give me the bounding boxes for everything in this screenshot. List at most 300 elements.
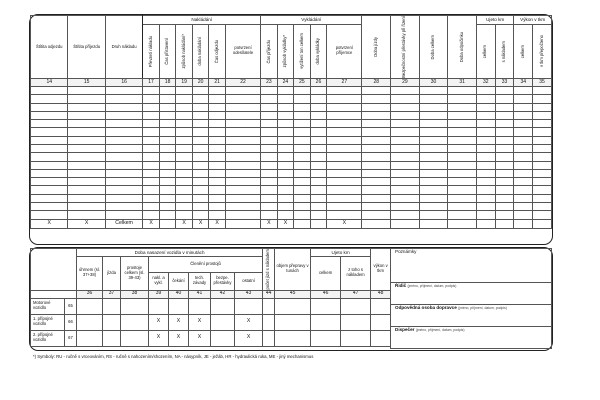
- entry-cell[interactable]: [327, 169, 362, 177]
- entry-cell[interactable]: [476, 211, 495, 219]
- entry-cell[interactable]: [419, 178, 448, 186]
- entry-cell[interactable]: [225, 86, 260, 94]
- entry-cell[interactable]: [31, 194, 68, 202]
- entry-cell[interactable]: [159, 86, 176, 94]
- vehicle-cell[interactable]: [371, 314, 391, 330]
- entry-cell[interactable]: [225, 136, 260, 144]
- entry-cell[interactable]: [225, 178, 260, 186]
- entry-cell[interactable]: [362, 203, 391, 211]
- total-cell[interactable]: [419, 219, 448, 228]
- vehicle-cell[interactable]: [103, 330, 121, 346]
- entry-cell[interactable]: [159, 145, 176, 153]
- entry-cell[interactable]: [310, 211, 327, 219]
- entry-cell[interactable]: [310, 103, 327, 111]
- entry-cell[interactable]: [495, 203, 514, 211]
- entry-cell[interactable]: [310, 194, 327, 202]
- entry-cell[interactable]: [209, 153, 226, 161]
- entry-cell[interactable]: [533, 203, 552, 211]
- entry-cell[interactable]: [159, 103, 176, 111]
- entry-cell[interactable]: [143, 86, 160, 94]
- total-cell[interactable]: [362, 219, 391, 228]
- entry-cell[interactable]: [31, 203, 68, 211]
- entry-cell[interactable]: [362, 128, 391, 136]
- entry-cell[interactable]: [495, 128, 514, 136]
- entry-cell[interactable]: [495, 145, 514, 153]
- entry-cell[interactable]: [476, 136, 495, 144]
- vehicle-cell[interactable]: [77, 314, 103, 330]
- entry-cell[interactable]: [176, 153, 193, 161]
- entry-cell[interactable]: [310, 120, 327, 128]
- entry-cell[interactable]: [192, 161, 209, 169]
- vehicle-cell[interactable]: [235, 298, 263, 314]
- entry-cell[interactable]: [176, 103, 193, 111]
- entry-cell[interactable]: [192, 186, 209, 194]
- entry-cell[interactable]: [476, 186, 495, 194]
- entry-cell[interactable]: [143, 203, 160, 211]
- entry-cell[interactable]: [533, 103, 552, 111]
- entry-cell[interactable]: [105, 194, 142, 202]
- entry-cell[interactable]: [261, 178, 278, 186]
- entry-cell[interactable]: [176, 203, 193, 211]
- entry-cell[interactable]: [476, 153, 495, 161]
- entry-cell[interactable]: [391, 86, 420, 94]
- entry-cell[interactable]: [105, 169, 142, 177]
- entry-cell[interactable]: [514, 194, 533, 202]
- entry-cell[interactable]: [391, 203, 420, 211]
- entry-cell[interactable]: [176, 186, 193, 194]
- entry-cell[interactable]: [277, 103, 294, 111]
- vehicle-cell[interactable]: [121, 298, 149, 314]
- entry-cell[interactable]: [225, 145, 260, 153]
- entry-cell[interactable]: [362, 145, 391, 153]
- entry-cell[interactable]: [68, 120, 105, 128]
- entry-cell[interactable]: [448, 153, 477, 161]
- entry-cell[interactable]: [159, 95, 176, 103]
- entry-cell[interactable]: [533, 120, 552, 128]
- vehicle-cell[interactable]: [311, 314, 341, 330]
- vehicle-cell[interactable]: [263, 314, 275, 330]
- entry-cell[interactable]: [105, 103, 142, 111]
- entry-cell[interactable]: [31, 153, 68, 161]
- entry-cell[interactable]: [294, 145, 311, 153]
- entry-cell[interactable]: [68, 161, 105, 169]
- entry-cell[interactable]: [159, 194, 176, 202]
- entry-cell[interactable]: [176, 86, 193, 94]
- entry-cell[interactable]: [277, 211, 294, 219]
- entry-cell[interactable]: [105, 153, 142, 161]
- entry-cell[interactable]: [391, 186, 420, 194]
- entry-cell[interactable]: [514, 120, 533, 128]
- entry-cell[interactable]: [294, 103, 311, 111]
- entry-cell[interactable]: [448, 169, 477, 177]
- entry-cell[interactable]: [327, 161, 362, 169]
- entry-cell[interactable]: [277, 136, 294, 144]
- entry-cell[interactable]: [277, 86, 294, 94]
- entry-cell[interactable]: [448, 186, 477, 194]
- entry-cell[interactable]: [159, 111, 176, 119]
- entry-cell[interactable]: [176, 111, 193, 119]
- entry-cell[interactable]: [209, 161, 226, 169]
- entry-cell[interactable]: [225, 186, 260, 194]
- entry-cell[interactable]: [419, 169, 448, 177]
- entry-cell[interactable]: [261, 161, 278, 169]
- vehicle-cell[interactable]: [211, 298, 235, 314]
- entry-cell[interactable]: [419, 186, 448, 194]
- entry-cell[interactable]: [448, 194, 477, 202]
- entry-cell[interactable]: [68, 169, 105, 177]
- entry-cell[interactable]: [362, 186, 391, 194]
- entry-cell[interactable]: [362, 103, 391, 111]
- entry-cell[interactable]: [533, 169, 552, 177]
- entry-cell[interactable]: [31, 95, 68, 103]
- entry-cell[interactable]: [391, 194, 420, 202]
- entry-cell[interactable]: [476, 120, 495, 128]
- vehicle-cell[interactable]: [371, 330, 391, 346]
- entry-cell[interactable]: [495, 211, 514, 219]
- entry-cell[interactable]: [327, 111, 362, 119]
- vehicle-cell[interactable]: [149, 298, 169, 314]
- entry-cell[interactable]: [176, 161, 193, 169]
- entry-cell[interactable]: [159, 178, 176, 186]
- entry-cell[interactable]: [192, 145, 209, 153]
- entry-cell[interactable]: [31, 128, 68, 136]
- entry-cell[interactable]: [68, 136, 105, 144]
- entry-cell[interactable]: [68, 111, 105, 119]
- entry-cell[interactable]: [192, 111, 209, 119]
- entry-cell[interactable]: [495, 86, 514, 94]
- entry-cell[interactable]: [476, 194, 495, 202]
- entry-cell[interactable]: [143, 95, 160, 103]
- entry-cell[interactable]: [514, 145, 533, 153]
- entry-cell[interactable]: [225, 161, 260, 169]
- entry-cell[interactable]: [419, 161, 448, 169]
- entry-cell[interactable]: [327, 203, 362, 211]
- entry-cell[interactable]: [225, 120, 260, 128]
- entry-cell[interactable]: [362, 120, 391, 128]
- entry-cell[interactable]: [391, 178, 420, 186]
- entry-cell[interactable]: [495, 120, 514, 128]
- entry-cell[interactable]: [533, 161, 552, 169]
- entry-cell[interactable]: [192, 169, 209, 177]
- entry-cell[interactable]: [68, 194, 105, 202]
- entry-cell[interactable]: [448, 136, 477, 144]
- entry-cell[interactable]: [143, 120, 160, 128]
- vehicle-cell[interactable]: [341, 314, 371, 330]
- entry-cell[interactable]: [159, 161, 176, 169]
- entry-cell[interactable]: [192, 194, 209, 202]
- entry-cell[interactable]: [362, 136, 391, 144]
- vehicle-cell[interactable]: [77, 298, 103, 314]
- entry-cell[interactable]: [209, 120, 226, 128]
- entry-cell[interactable]: [419, 111, 448, 119]
- total-cell[interactable]: [294, 219, 311, 228]
- entry-cell[interactable]: [159, 186, 176, 194]
- entry-cell[interactable]: [419, 103, 448, 111]
- entry-cell[interactable]: [294, 161, 311, 169]
- entry-cell[interactable]: [277, 111, 294, 119]
- entry-cell[interactable]: [448, 95, 477, 103]
- entry-cell[interactable]: [143, 161, 160, 169]
- vehicle-cell[interactable]: [275, 330, 311, 346]
- entry-cell[interactable]: [533, 194, 552, 202]
- entry-cell[interactable]: [391, 161, 420, 169]
- entry-cell[interactable]: [209, 145, 226, 153]
- entry-cell[interactable]: [419, 95, 448, 103]
- entry-cell[interactable]: [391, 111, 420, 119]
- entry-cell[interactable]: [533, 86, 552, 94]
- entry-cell[interactable]: [261, 120, 278, 128]
- entry-cell[interactable]: [533, 95, 552, 103]
- entry-cell[interactable]: [419, 194, 448, 202]
- entry-cell[interactable]: [391, 120, 420, 128]
- entry-cell[interactable]: [533, 111, 552, 119]
- entry-cell[interactable]: [209, 95, 226, 103]
- vehicle-cell[interactable]: [211, 314, 235, 330]
- entry-cell[interactable]: [176, 145, 193, 153]
- entry-cell[interactable]: [143, 153, 160, 161]
- entry-cell[interactable]: [362, 111, 391, 119]
- entry-cell[interactable]: [362, 194, 391, 202]
- entry-cell[interactable]: [327, 211, 362, 219]
- entry-cell[interactable]: [68, 103, 105, 111]
- entry-cell[interactable]: [261, 186, 278, 194]
- entry-cell[interactable]: [495, 153, 514, 161]
- entry-cell[interactable]: [277, 169, 294, 177]
- entry-cell[interactable]: [105, 120, 142, 128]
- entry-cell[interactable]: [310, 186, 327, 194]
- entry-cell[interactable]: [225, 128, 260, 136]
- entry-cell[interactable]: [225, 194, 260, 202]
- entry-cell[interactable]: [277, 95, 294, 103]
- entry-cell[interactable]: [419, 120, 448, 128]
- entry-cell[interactable]: [294, 128, 311, 136]
- total-cell[interactable]: [495, 219, 514, 228]
- entry-cell[interactable]: [143, 194, 160, 202]
- entry-cell[interactable]: [143, 178, 160, 186]
- entry-cell[interactable]: [176, 120, 193, 128]
- entry-cell[interactable]: [209, 111, 226, 119]
- entry-cell[interactable]: [209, 128, 226, 136]
- entry-cell[interactable]: [277, 120, 294, 128]
- entry-cell[interactable]: [159, 153, 176, 161]
- entry-cell[interactable]: [261, 111, 278, 119]
- entry-cell[interactable]: [143, 103, 160, 111]
- entry-cell[interactable]: [391, 95, 420, 103]
- vehicle-cell[interactable]: [263, 330, 275, 346]
- entry-cell[interactable]: [294, 136, 311, 144]
- entry-cell[interactable]: [476, 145, 495, 153]
- entry-cell[interactable]: [448, 111, 477, 119]
- entry-cell[interactable]: [105, 111, 142, 119]
- entry-cell[interactable]: [31, 161, 68, 169]
- entry-cell[interactable]: [277, 128, 294, 136]
- total-cell[interactable]: [391, 219, 420, 228]
- entry-cell[interactable]: [192, 128, 209, 136]
- entry-cell[interactable]: [105, 128, 142, 136]
- entry-cell[interactable]: [105, 86, 142, 94]
- entry-cell[interactable]: [419, 128, 448, 136]
- entry-cell[interactable]: [277, 145, 294, 153]
- entry-cell[interactable]: [533, 153, 552, 161]
- dispecer-signature[interactable]: [391, 327, 552, 349]
- entry-cell[interactable]: [159, 211, 176, 219]
- entry-cell[interactable]: [225, 211, 260, 219]
- entry-cell[interactable]: [277, 194, 294, 202]
- entry-cell[interactable]: [261, 211, 278, 219]
- entry-cell[interactable]: [327, 136, 362, 144]
- entry-cell[interactable]: [310, 95, 327, 103]
- entry-cell[interactable]: [176, 136, 193, 144]
- entry-cell[interactable]: [310, 111, 327, 119]
- entry-cell[interactable]: [294, 95, 311, 103]
- vehicle-cell[interactable]: [169, 298, 189, 314]
- entry-cell[interactable]: [261, 95, 278, 103]
- entry-cell[interactable]: [327, 95, 362, 103]
- entry-cell[interactable]: [68, 211, 105, 219]
- entry-cell[interactable]: [294, 186, 311, 194]
- entry-cell[interactable]: [225, 95, 260, 103]
- entry-cell[interactable]: [327, 128, 362, 136]
- vehicle-cell[interactable]: [77, 330, 103, 346]
- entry-cell[interactable]: [514, 169, 533, 177]
- entry-cell[interactable]: [310, 203, 327, 211]
- entry-cell[interactable]: [277, 153, 294, 161]
- entry-cell[interactable]: [68, 153, 105, 161]
- entry-cell[interactable]: [209, 169, 226, 177]
- entry-cell[interactable]: [327, 186, 362, 194]
- entry-cell[interactable]: [310, 169, 327, 177]
- entry-cell[interactable]: [476, 128, 495, 136]
- entry-cell[interactable]: [362, 211, 391, 219]
- vehicle-cell[interactable]: [371, 298, 391, 314]
- entry-cell[interactable]: [68, 145, 105, 153]
- entry-cell[interactable]: [209, 211, 226, 219]
- entry-cell[interactable]: [192, 136, 209, 144]
- entry-cell[interactable]: [419, 86, 448, 94]
- vehicle-cell[interactable]: [211, 330, 235, 346]
- entry-cell[interactable]: [143, 111, 160, 119]
- entry-cell[interactable]: [261, 203, 278, 211]
- vehicle-cell[interactable]: [121, 314, 149, 330]
- entry-cell[interactable]: [192, 120, 209, 128]
- entry-cell[interactable]: [533, 136, 552, 144]
- entry-cell[interactable]: [514, 103, 533, 111]
- entry-cell[interactable]: [495, 136, 514, 144]
- vehicle-cell[interactable]: [311, 298, 341, 314]
- entry-cell[interactable]: [362, 178, 391, 186]
- entry-cell[interactable]: [419, 203, 448, 211]
- entry-cell[interactable]: [294, 203, 311, 211]
- entry-cell[interactable]: [514, 161, 533, 169]
- entry-cell[interactable]: [310, 153, 327, 161]
- entry-cell[interactable]: [105, 145, 142, 153]
- entry-cell[interactable]: [514, 178, 533, 186]
- vehicle-cell[interactable]: [341, 330, 371, 346]
- entry-cell[interactable]: [143, 145, 160, 153]
- entry-cell[interactable]: [514, 153, 533, 161]
- entry-cell[interactable]: [294, 211, 311, 219]
- entry-cell[interactable]: [225, 103, 260, 111]
- entry-cell[interactable]: [261, 103, 278, 111]
- entry-cell[interactable]: [225, 203, 260, 211]
- entry-cell[interactable]: [105, 178, 142, 186]
- entry-cell[interactable]: [533, 128, 552, 136]
- entry-cell[interactable]: [514, 128, 533, 136]
- entry-cell[interactable]: [261, 153, 278, 161]
- entry-cell[interactable]: [143, 211, 160, 219]
- entry-cell[interactable]: [327, 120, 362, 128]
- entry-cell[interactable]: [514, 86, 533, 94]
- entry-cell[interactable]: [495, 161, 514, 169]
- entry-cell[interactable]: [143, 169, 160, 177]
- entry-cell[interactable]: [31, 145, 68, 153]
- total-cell[interactable]: [310, 219, 327, 228]
- entry-cell[interactable]: [159, 203, 176, 211]
- vehicle-cell[interactable]: [263, 298, 275, 314]
- entry-cell[interactable]: [310, 161, 327, 169]
- entry-cell[interactable]: [476, 161, 495, 169]
- entry-cell[interactable]: [159, 120, 176, 128]
- entry-cell[interactable]: [327, 145, 362, 153]
- entry-cell[interactable]: [448, 103, 477, 111]
- entry-cell[interactable]: [192, 178, 209, 186]
- entry-cell[interactable]: [294, 194, 311, 202]
- entry-cell[interactable]: [310, 136, 327, 144]
- entry-cell[interactable]: [277, 161, 294, 169]
- entry-cell[interactable]: [176, 128, 193, 136]
- entry-cell[interactable]: [294, 153, 311, 161]
- entry-cell[interactable]: [105, 161, 142, 169]
- entry-cell[interactable]: [391, 128, 420, 136]
- entry-cell[interactable]: [514, 136, 533, 144]
- entry-cell[interactable]: [310, 86, 327, 94]
- entry-cell[interactable]: [294, 111, 311, 119]
- entry-cell[interactable]: [192, 95, 209, 103]
- entry-cell[interactable]: [476, 203, 495, 211]
- entry-cell[interactable]: [294, 120, 311, 128]
- entry-cell[interactable]: [327, 178, 362, 186]
- entry-cell[interactable]: [105, 95, 142, 103]
- entry-cell[interactable]: [261, 194, 278, 202]
- entry-cell[interactable]: [143, 186, 160, 194]
- entry-cell[interactable]: [31, 136, 68, 144]
- entry-cell[interactable]: [495, 169, 514, 177]
- entry-cell[interactable]: [209, 186, 226, 194]
- entry-cell[interactable]: [209, 194, 226, 202]
- entry-cell[interactable]: [176, 211, 193, 219]
- poznamky-box[interactable]: [391, 249, 552, 283]
- vehicle-cell[interactable]: [311, 330, 341, 346]
- entry-cell[interactable]: [225, 153, 260, 161]
- total-cell[interactable]: [476, 219, 495, 228]
- entry-cell[interactable]: [391, 136, 420, 144]
- entry-cell[interactable]: [327, 153, 362, 161]
- entry-cell[interactable]: [209, 136, 226, 144]
- entry-cell[interactable]: [176, 194, 193, 202]
- entry-cell[interactable]: [68, 86, 105, 94]
- entry-cell[interactable]: [476, 95, 495, 103]
- entry-cell[interactable]: [176, 95, 193, 103]
- entry-cell[interactable]: [514, 211, 533, 219]
- entry-cell[interactable]: [514, 186, 533, 194]
- entry-cell[interactable]: [68, 178, 105, 186]
- entry-cell[interactable]: [31, 120, 68, 128]
- entry-cell[interactable]: [533, 145, 552, 153]
- entry-cell[interactable]: [192, 153, 209, 161]
- entry-cell[interactable]: [159, 128, 176, 136]
- vehicle-cell[interactable]: [275, 298, 311, 314]
- entry-cell[interactable]: [310, 178, 327, 186]
